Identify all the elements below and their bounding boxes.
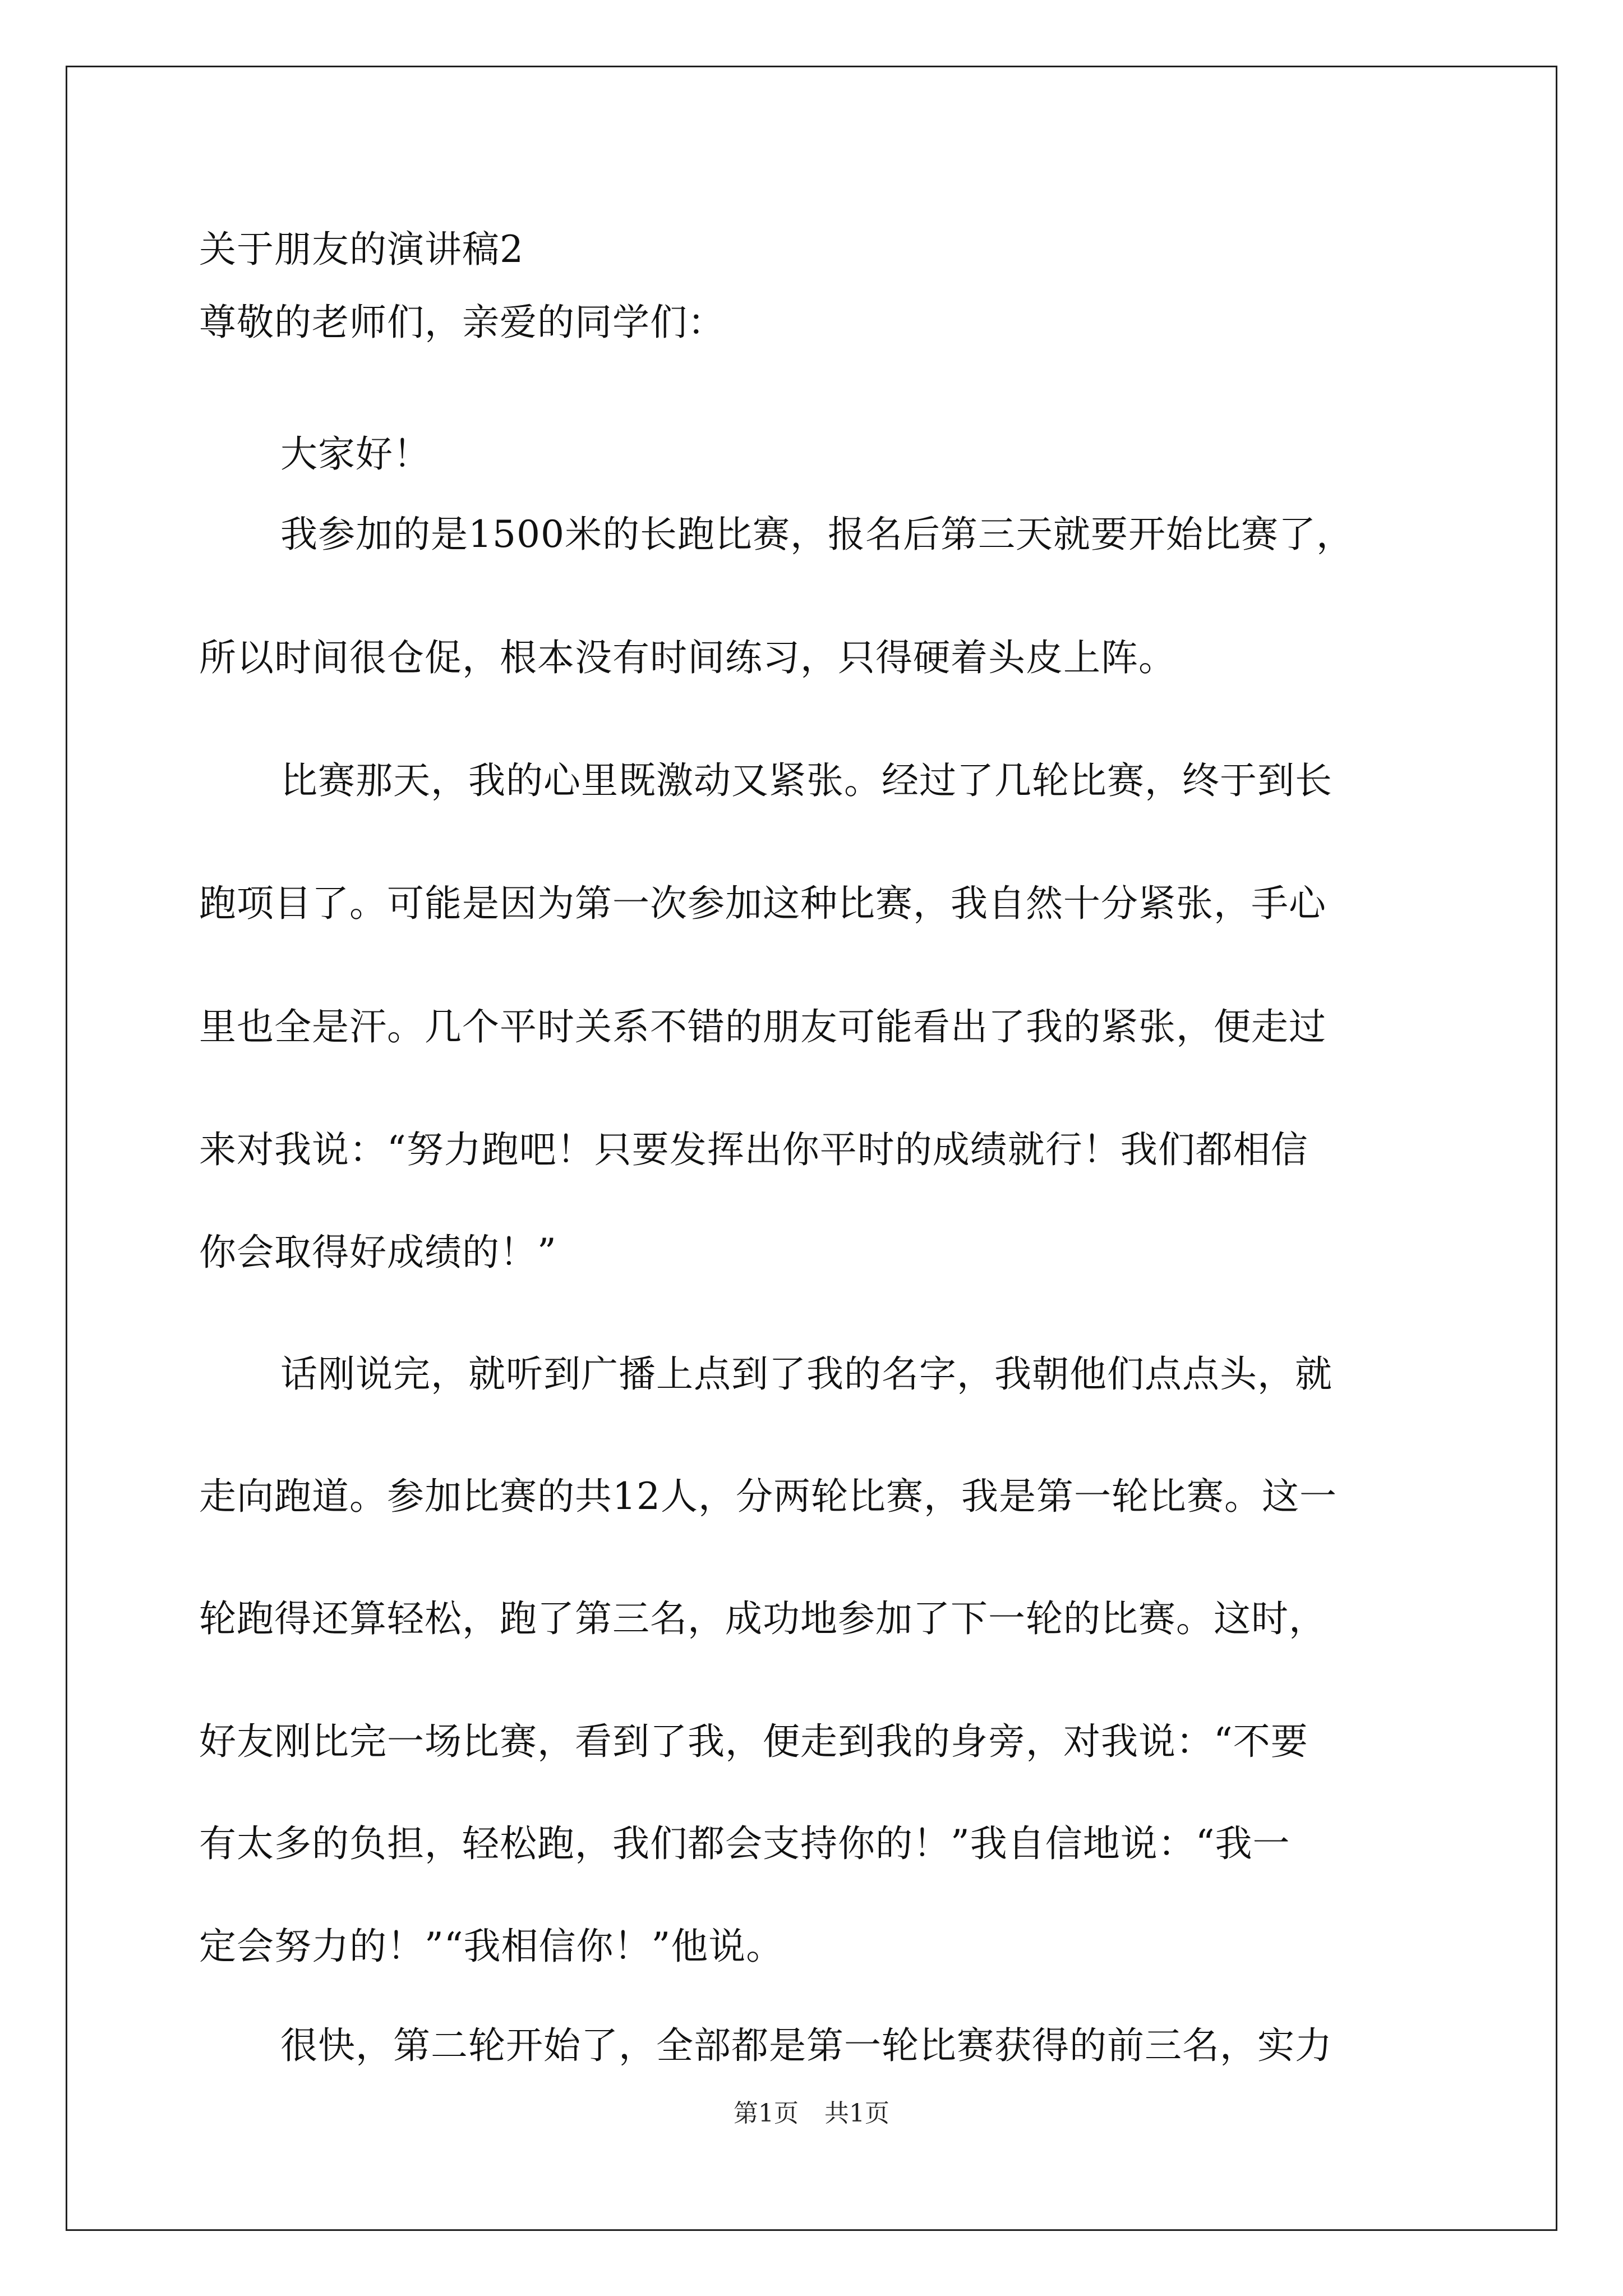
paragraph-line: 话刚说完，就听到广播上点到了我的名字，我朝他们点点头，就	[280, 1352, 1332, 1396]
paragraph-line: 你会取得好成绩的！”	[199, 1231, 557, 1274]
paragraph-line: 里也全是汗。几个平时关系不错的朋友可能看出了我的紧张，便走过	[199, 1005, 1326, 1048]
page-footer	[0, 2097, 1623, 2131]
paragraph-line: 我参加的是1500米的长跑比赛，报名后第三天就要开始比赛了，	[280, 513, 1354, 556]
document-title: 关于朋友的演讲稿2	[199, 228, 524, 271]
paragraph-line: 比赛那天，我的心里既激动又紧张。经过了几轮比赛，终于到长	[280, 759, 1332, 802]
paragraph-line: 跑项目了。可能是因为第一次参加这种比赛，我自然十分紧张，手心	[199, 882, 1326, 925]
paragraph-line: 大家好！	[280, 432, 431, 476]
salutation: 尊敬的老师们，亲爱的同学们：	[199, 301, 725, 344]
paragraph-line: 来对我说：“努力跑吧！只要发挥出你平时的成绩就行！我们都相信	[199, 1128, 1308, 1171]
paragraph-line: 很快，第二轮开始了，全部都是第一轮比赛获得的前三名，实力	[280, 2024, 1332, 2067]
paragraph-line: 有太多的负担，轻松跑，我们都会支持你的！”我自信地说：“我一	[199, 1822, 1290, 1865]
page-number: 第1页	[734, 2099, 799, 2128]
page-total: 共1页	[824, 2099, 889, 2128]
paragraph-line: 走向跑道。参加比赛的共12人，分两轮比赛，我是第一轮比赛。这一	[199, 1475, 1337, 1518]
paragraph-line: 所以时间很仓促，根本没有时间练习，只得硬着头皮上阵。	[199, 636, 1176, 679]
paragraph-line: 定会努力的！”“我相信你！”他说。	[199, 1925, 784, 1968]
paragraph-line: 好友刚比完一场比赛，看到了我，便走到我的身旁，对我说：“不要	[199, 1720, 1308, 1763]
paragraph-line: 轮跑得还算轻松，跑了第三名，成功地参加了下一轮的比赛。这时，	[199, 1597, 1326, 1640]
